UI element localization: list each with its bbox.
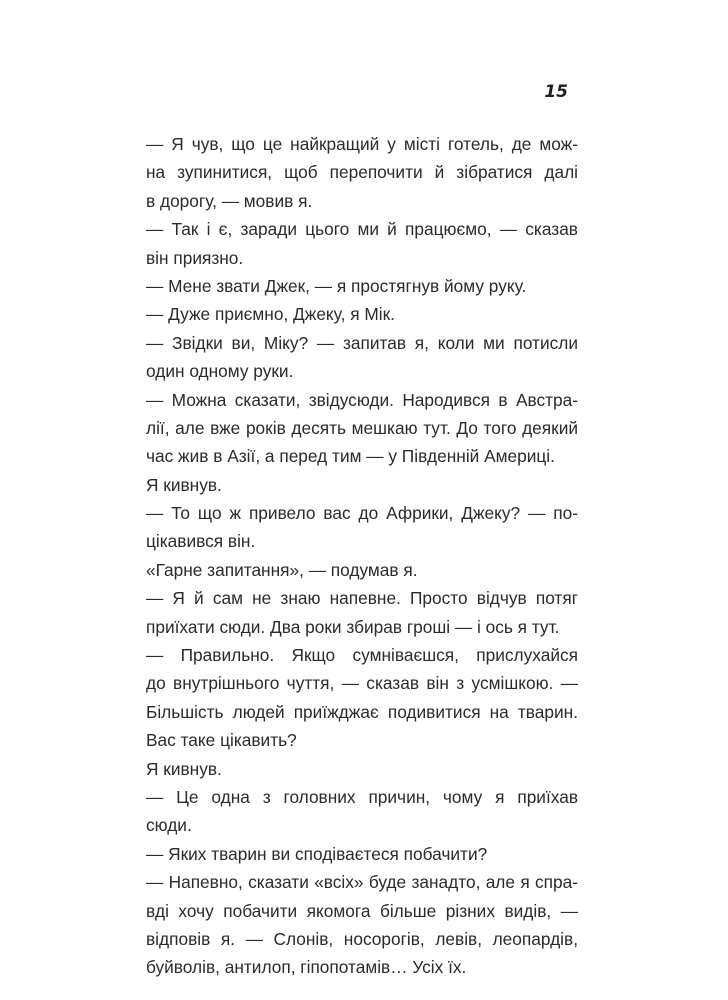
text-line: — Дуже приємно, Джеку, я Мік. [146,304,395,325]
text-line: відповів я. — Слонів, носорогів, левів, леопардів, [146,928,578,949]
text-line: — То що ж привело вас до Африки, Джеку? — по- [146,503,578,524]
text-line: — Правильно. Якщо сумніваєшся, прислухайся [146,645,578,666]
text-line: вді хочу побачити якомога більше різних видів, — [146,900,578,921]
page-number: 15 [544,82,568,102]
text-line: в дорогу, — мовив я. [146,190,313,211]
text-line: Вас таке цікавить? [146,730,297,751]
text-line: — Яких тварин ви сподіваєтеся побачити? [146,843,488,864]
text-line: він приязно. [146,247,244,268]
text-line: лії, але вже років десять мешкаю тут. До того деякий [146,417,578,438]
text-line: — Можна сказати, звідусюди. Народився в Австра- [146,389,578,410]
text-line: цікавився він. [146,531,256,552]
text-line: Я кивнув. [146,474,222,495]
text-line: — Це одна з головних причин, чому я приїхав [146,786,578,807]
text-line: Більшість людей приїжджає подивитися на тварин. [146,701,578,722]
text-line: буйволів, антилоп, гіпопотамів… Усіх їх. [146,957,467,978]
text-line: «Гарне запитання», — подумав я. [146,559,418,580]
text-line: Я кивнув. [146,758,222,779]
text-line: — Мене звати Джек, — я простягнув йому руку. [146,275,527,296]
text-line: до внутрішнього чуття, — сказав він з усмішкою. — [146,673,578,694]
text-line: — Я й сам не знаю напевне. Просто відчув потяг [146,588,578,609]
text-line: час жив в Азії, а перед тим — у Південній Америці. [146,446,555,467]
body-text [146,130,578,982]
text-line: — Напевно, сказати «всіх» буде занадто, але я спра- [146,872,578,893]
text-line: приїхати сюди. Два роки збирав гроші — і ось я тут. [146,616,560,637]
text-line: — Звідки ви, Міку? — запитав я, коли ми потисли [146,332,578,353]
text-line: — Я чув, що це найкращий у місті готель, де мож- [146,134,578,154]
text-line: один одному руки. [146,361,294,382]
text-line: — Так і є, заради цього ми й працюємо, — сказав [146,219,578,240]
text-line: на зупинитися, щоб перепочити й зібратися далі [146,162,578,183]
text-line: сюди. [146,815,192,836]
